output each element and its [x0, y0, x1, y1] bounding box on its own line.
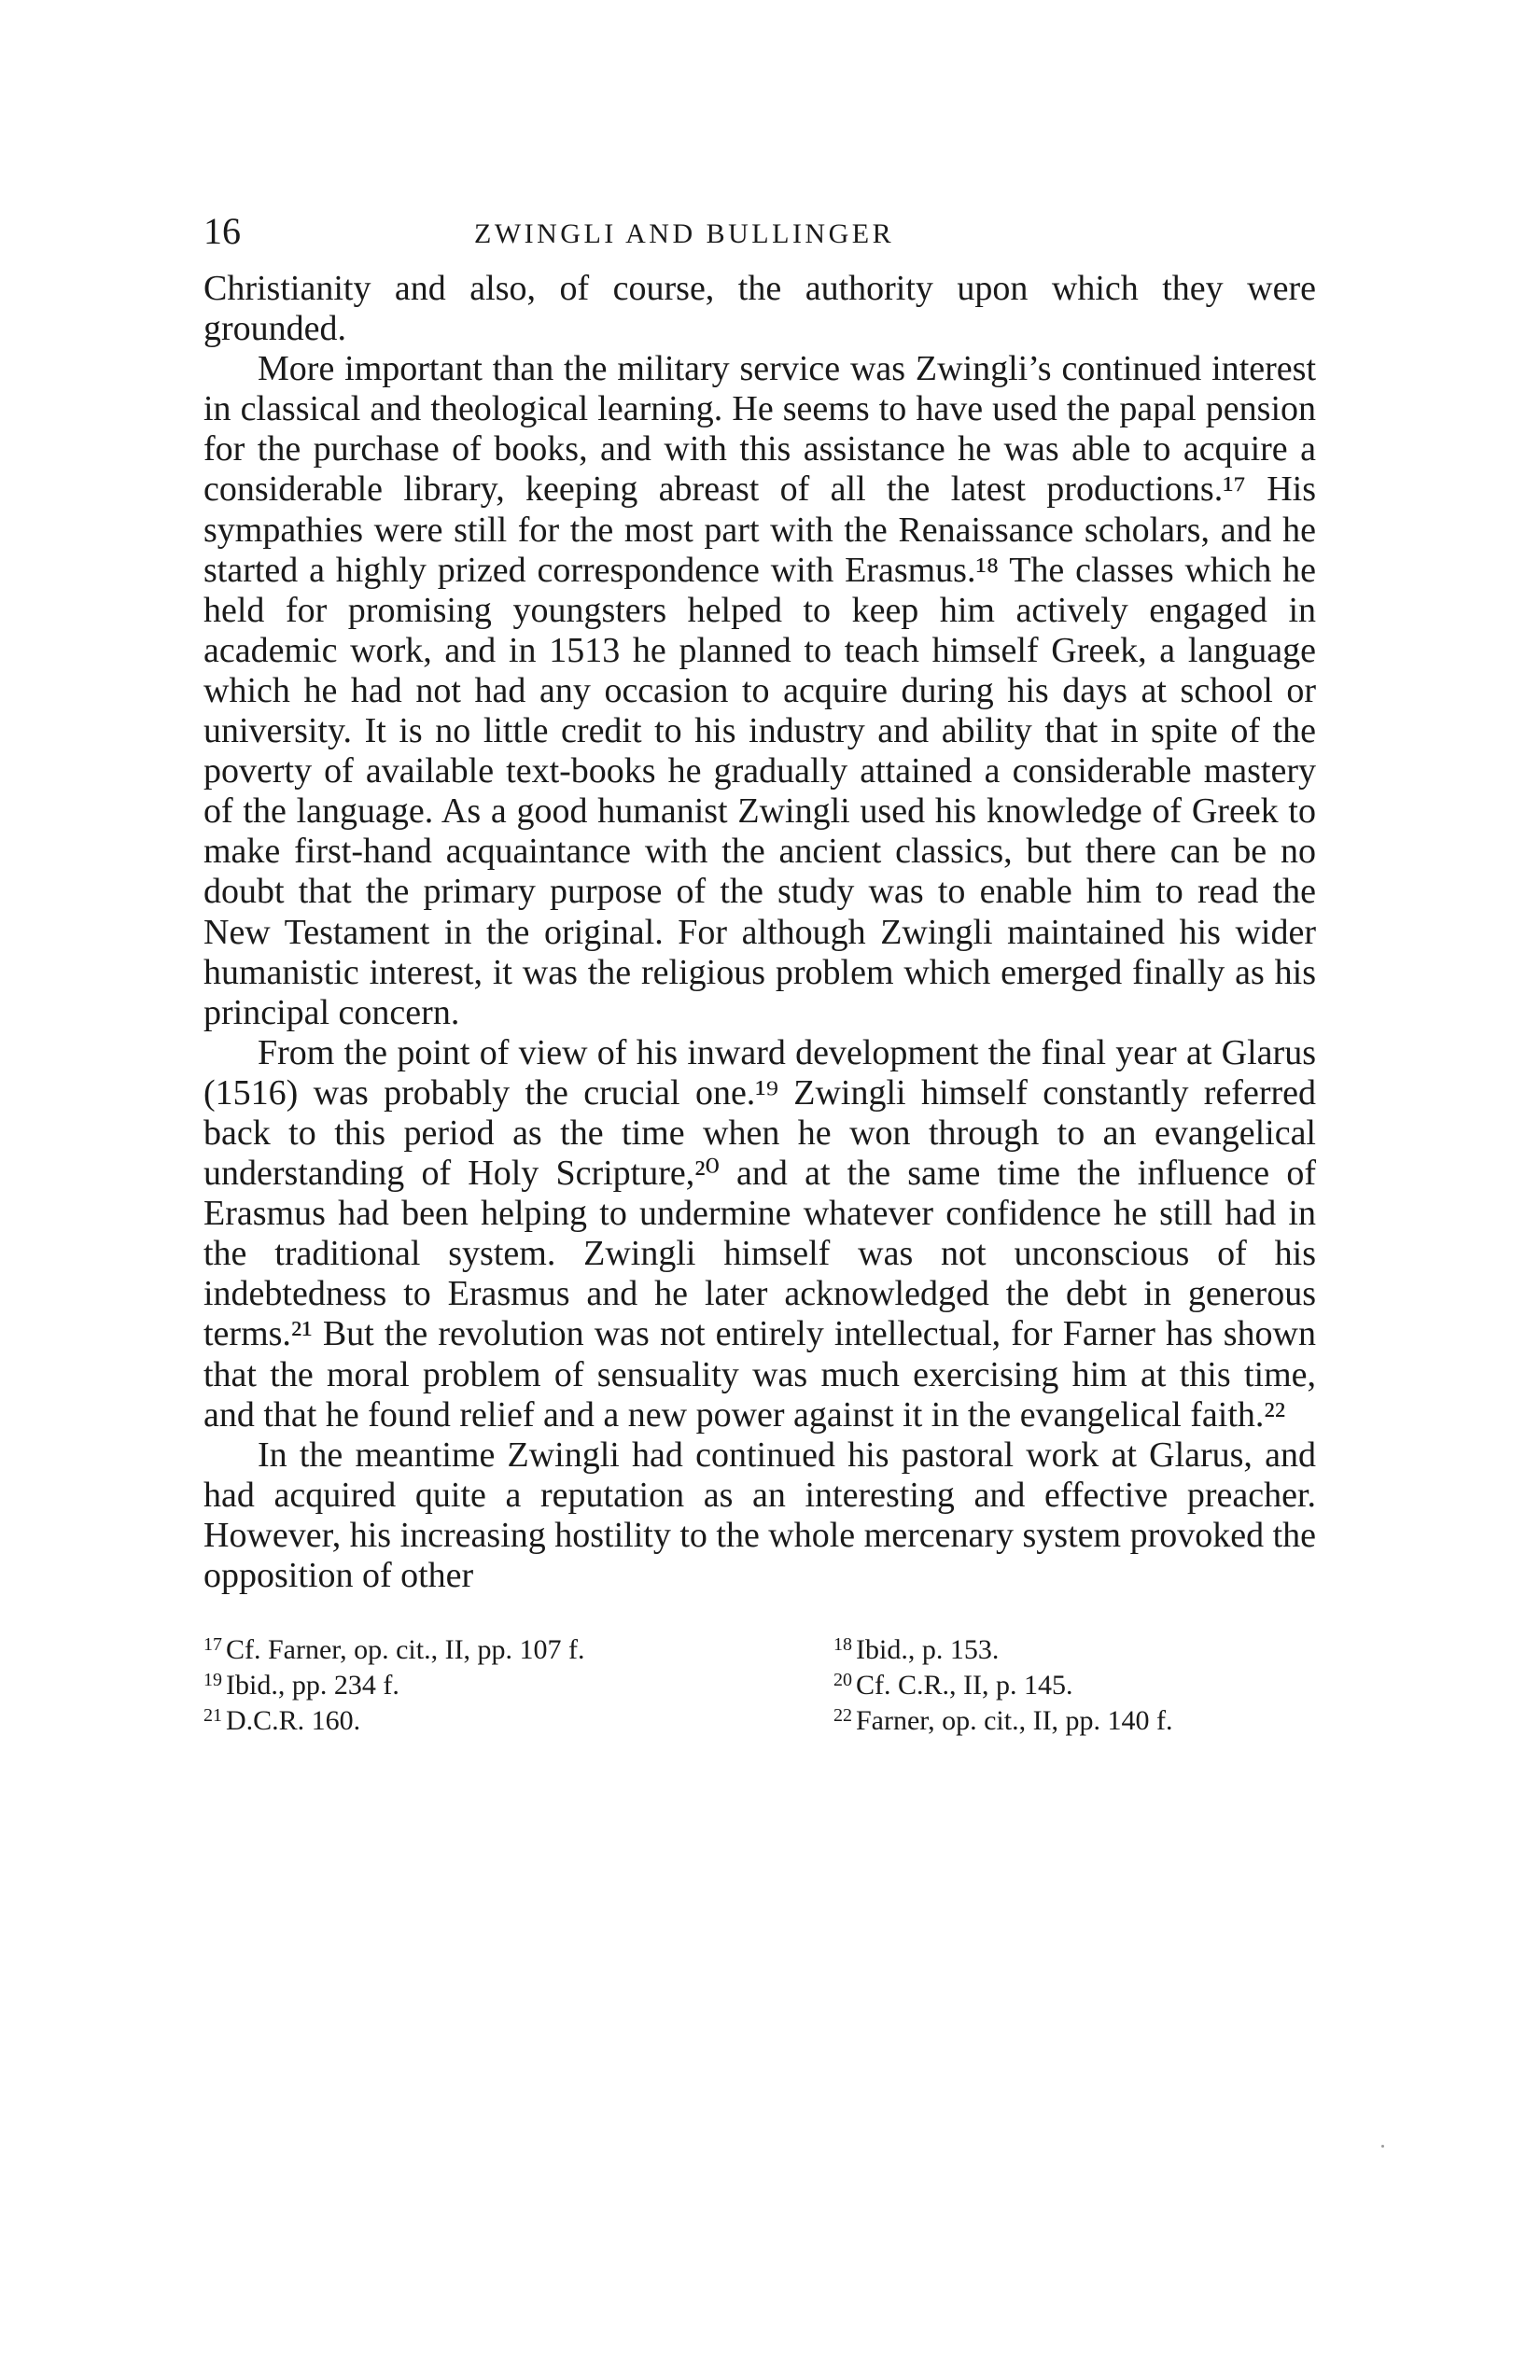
footnote-number: 19: [203, 1670, 222, 1691]
footnote-number: 18: [833, 1634, 852, 1656]
footnote-text: Ibid., p. 153.: [856, 1634, 1000, 1666]
book-page: [203, 210, 1317, 1737]
footnote-text: Farner, op. cit., II, pp. 140 f.: [856, 1705, 1173, 1737]
running-title: ZWINGLI AND BULLINGER: [474, 218, 895, 249]
footnotes: [203, 1630, 1316, 1736]
footnote-21: [203, 1701, 833, 1736]
scan-speck: [1381, 2145, 1384, 2148]
footnote-number: 20: [833, 1670, 852, 1691]
footnote-number: 17: [203, 1634, 222, 1656]
footnote-20: [833, 1665, 1316, 1701]
paragraph-glarus-development: From the point of view of his inward development the final year at Glarus (1516) was probably the crucial one.¹⁹ Zwingli himself constantly referred back to this period as the time when he won through to an evangelical understanding of Holy Scripture,²⁰ and at the same time the influence of Erasmus had been helping to undermine whatever confidence he still had in the traditional system. Zwingli himself was not unconscious of his indebtedness to Erasmus and he later acknowledged the debt in generous terms.²¹ But the revolution was not entirely intellectual, for Farner has shown that the moral problem of sensuality was much exercising him at this time, and that he found relief and a new power against it in the evangelical faith.²²: [203, 1032, 1316, 1435]
footnote-text: D.C.R. 160.: [226, 1705, 361, 1737]
page-number: 16: [203, 210, 241, 252]
paragraph-continuation: Christianity and also, of course, the authority upon which they were grounded.: [203, 269, 1316, 349]
footnote-number: 21: [203, 1705, 222, 1727]
footnote-17: [203, 1630, 833, 1665]
footnote-text: Cf. C.R., II, p. 145.: [856, 1670, 1073, 1701]
footnote-text: Cf. Farner, op. cit., II, pp. 107 f.: [226, 1634, 585, 1666]
running-head: [203, 210, 1316, 269]
paragraph-learning: More important than the military service was Zwingli’s continued interest in classical and theological learning. He seems to have used the papal pension for the purchase of books, and with this assistance he was able to acquire a considerable library, keeping abreast of all the latest productions.¹⁷ His sympathies were still for the most part with the Renaissance scholars, and he started a highly prized correspondence with Erasmus.¹⁸ The classes which he held for promising youngsters helped to keep him actively engaged in academic work, and in 1513 he planned to teach himself Greek, a language which he had not had any occasion to acquire during his days at school or university. It is no little credit to his industry and ability that in spite of the poverty of available text-books he gradually attained a considerable mastery of the language. As a good humanist Zwingli used his knowledge of Greek to make first-hand acquaintance with the ancient classics, but there can be no doubt that the primary purpose of the study was to enable him to read the New Testament in the original. For although Zwingli maintained his wider humanistic interest, it was the religious problem which emerged finally as his principal concern.: [203, 349, 1316, 1032]
footnote-number: 22: [833, 1705, 852, 1727]
body-text: [203, 269, 1316, 1596]
footnote-19: [203, 1665, 833, 1701]
footnote-22: [833, 1701, 1316, 1736]
footnote-18: [833, 1630, 1316, 1665]
footnote-text: Ibid., pp. 234 f.: [226, 1670, 399, 1701]
paragraph-pastoral-work: In the meantime Zwingli had continued his pastoral work at Glarus, and had acquired quite a reputation as an interesting and effective preacher. However, his increasing hostility to the whole mercenary system provoked the opposition of other: [203, 1435, 1317, 1595]
